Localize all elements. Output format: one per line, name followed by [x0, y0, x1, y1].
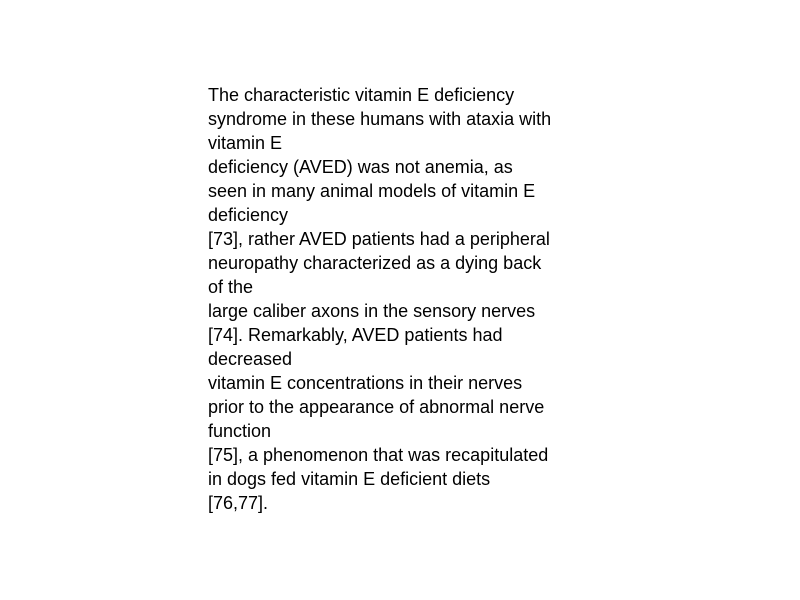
- paragraph: [208, 83, 628, 515]
- text-line: [75], a phenomenon that was recapitulated: [208, 445, 549, 465]
- text-line: large caliber axons in the sensory nerves: [208, 301, 536, 321]
- text-line: prior to the appearance of abnormal nerve: [208, 397, 545, 417]
- text-line: vitamin E concentrations in their nerves: [208, 373, 523, 393]
- text-line: neuropathy characterized as a dying back: [208, 253, 542, 273]
- text-line: decreased: [208, 349, 293, 369]
- text-line: in dogs fed vitamin E deficient diets: [208, 469, 491, 489]
- text-line: deficiency: [208, 205, 289, 225]
- text-line: [76,77].: [208, 493, 269, 513]
- text-line: [73], rather AVED patients had a peripheral: [208, 229, 550, 249]
- text-line: vitamin E: [208, 133, 283, 153]
- text-line: syndrome in these humans with ataxia with: [208, 109, 552, 129]
- text-line: The characteristic vitamin E deficiency: [208, 85, 515, 105]
- text-line: of the: [208, 277, 254, 297]
- text-line: deficiency (AVED) was not anemia, as: [208, 157, 513, 177]
- text-line: seen in many animal models of vitamin E: [208, 181, 536, 201]
- text-line: [74]. Remarkably, AVED patients had: [208, 325, 503, 345]
- text-line: function: [208, 421, 272, 441]
